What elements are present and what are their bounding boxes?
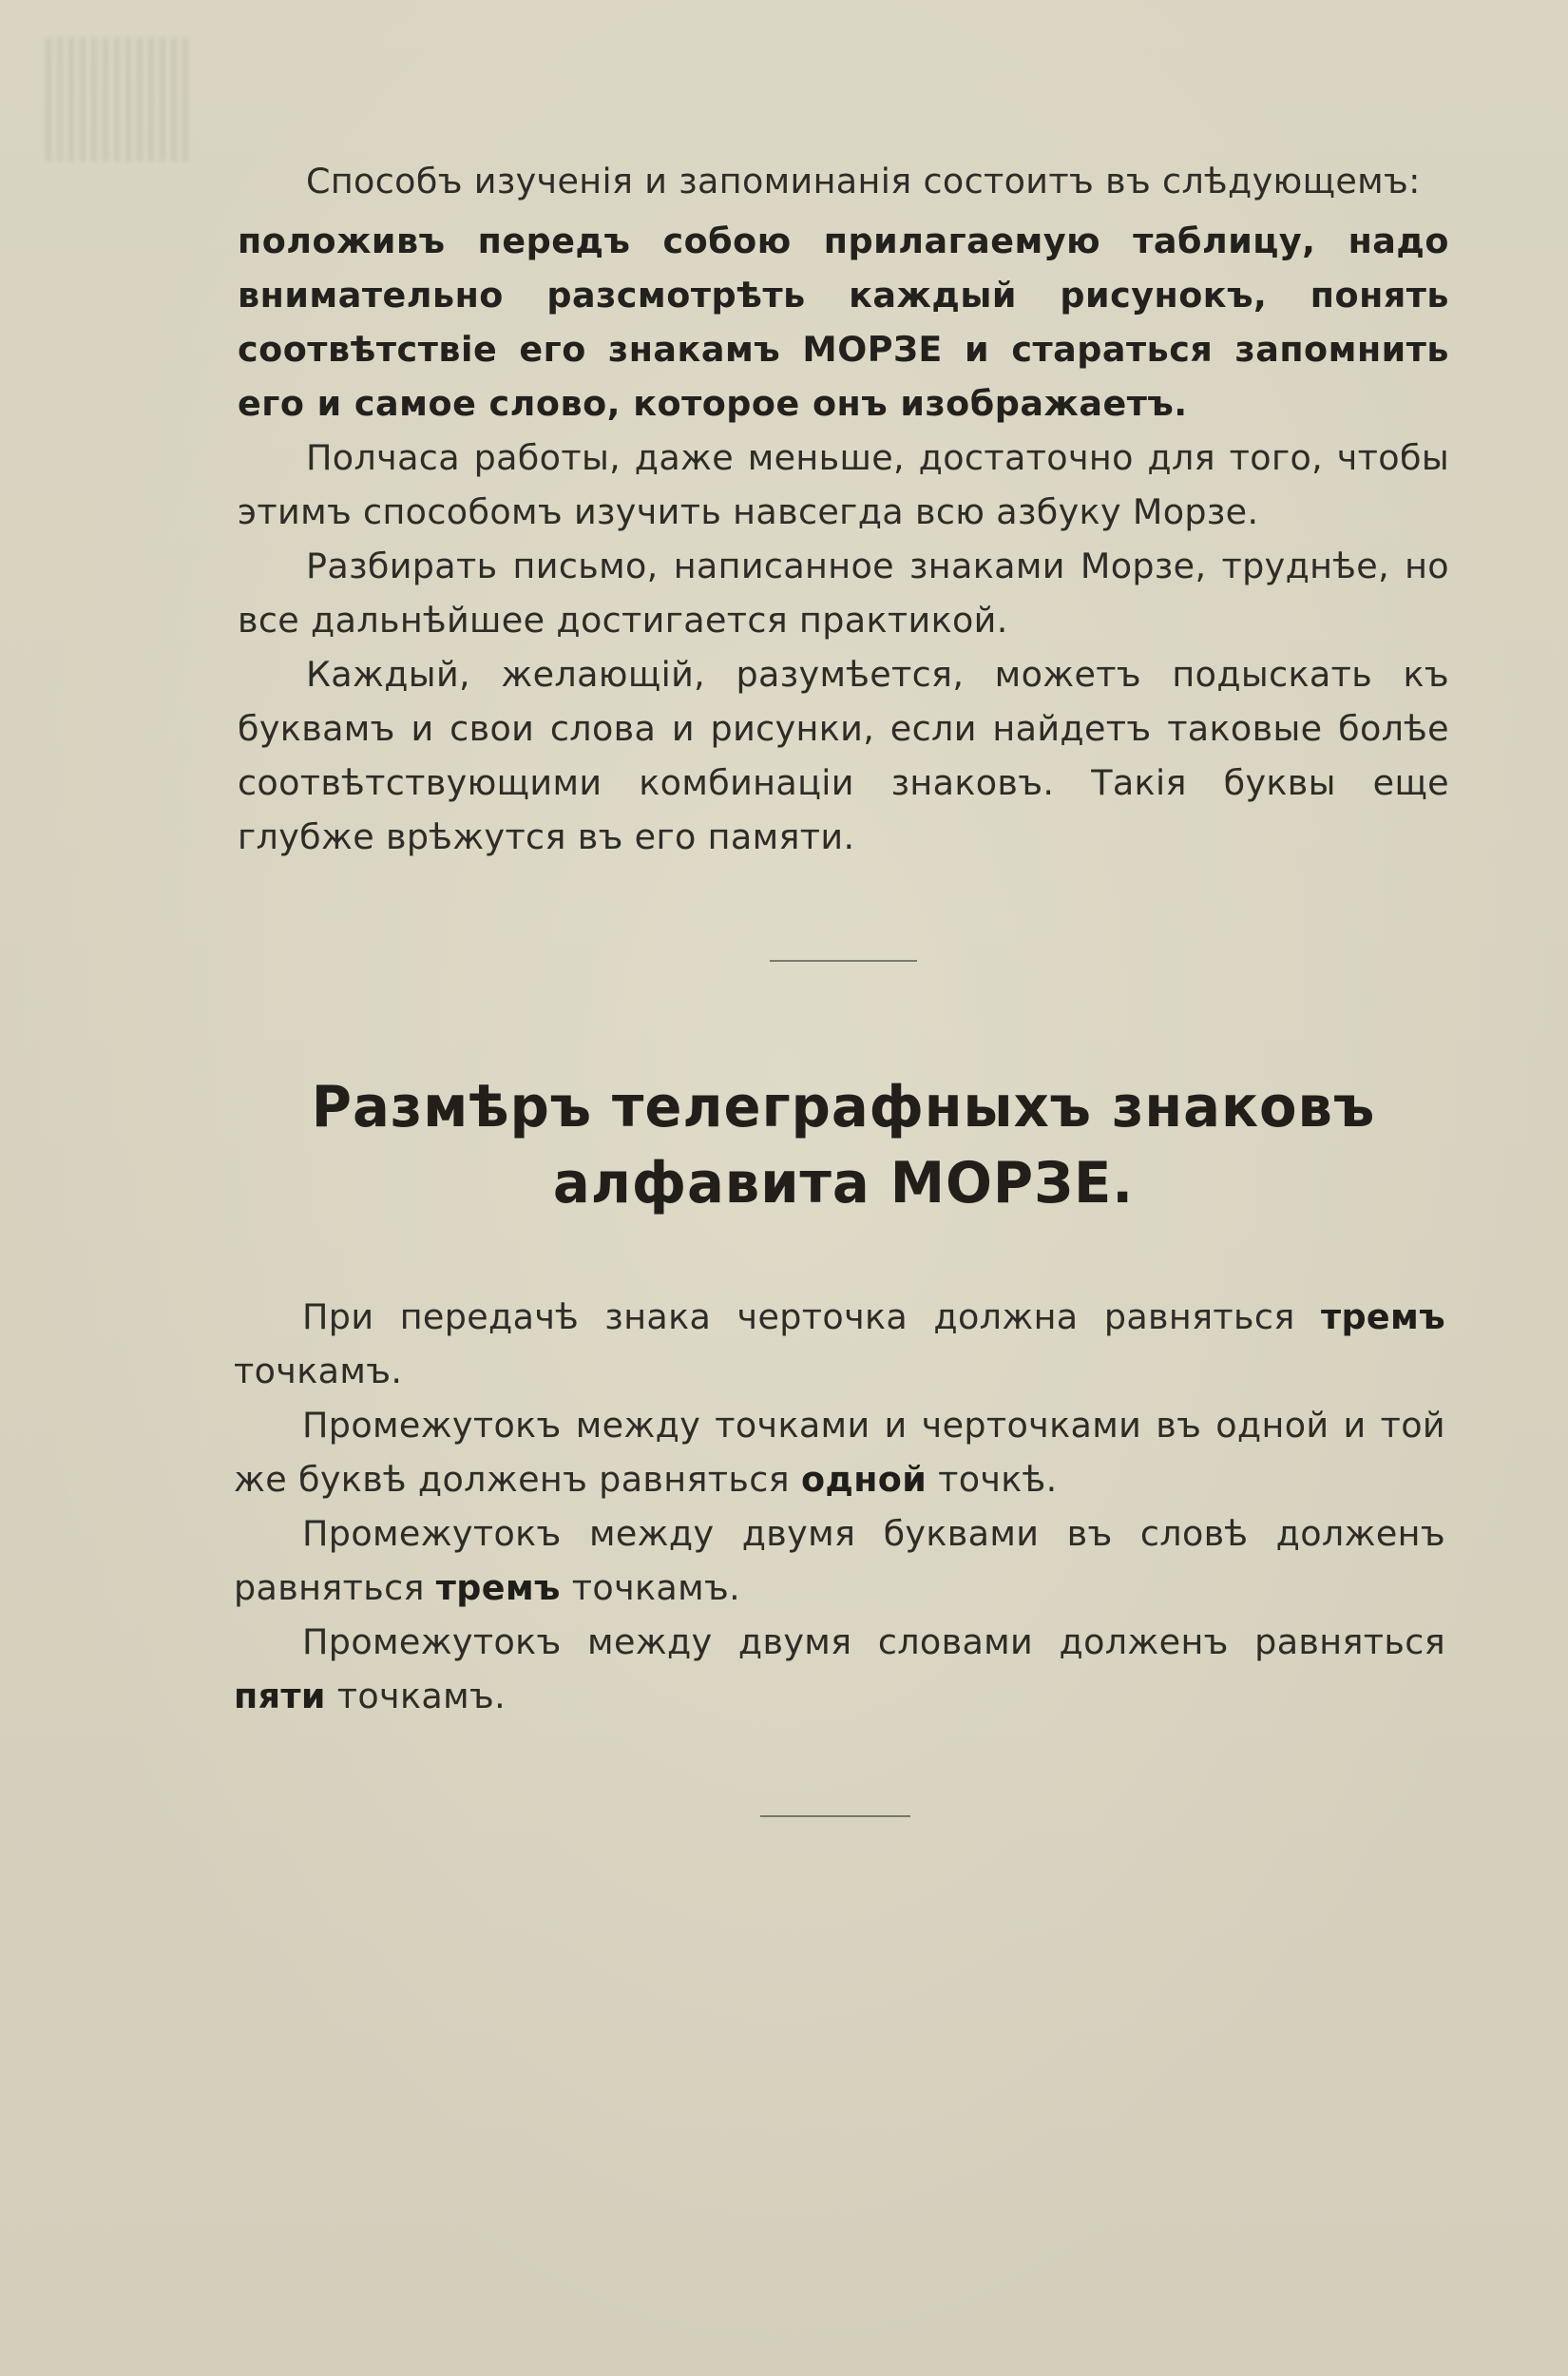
instructions-bold-paragraph: положивъ передъ собою прилагаемую таблицу, надо внимательно разсмотрѣть каждый рисунокъ, понять соотвѣтствіе его знакамъ МОРЗЕ и стараться запомнить его и самое слово, которое онъ изображаетъ.	[238, 220, 1449, 424]
word-gap-text: Промежутокъ между двумя словами долженъ равняться	[302, 1621, 1445, 1662]
dash-length-paragraph	[234, 1290, 1445, 1398]
half-hour-paragraph: Полчаса работы, даже меньше, достаточно для того, чтобы этимъ способомъ изучить навсегда всю азбуку Морзе.	[238, 437, 1449, 532]
letter-gap-text: Промежутокъ между двумя буквами въ словѣ долженъ равняться	[234, 1513, 1445, 1608]
letter-gap-paragraph	[234, 1506, 1445, 1615]
dash-length-end: точкамъ.	[234, 1351, 403, 1391]
dash-length-text: При передачѣ знака черточка должна равняться	[302, 1296, 1321, 1337]
bleed-through-mark	[46, 38, 188, 162]
section-heading: Размѣръ телеграфныхъ знаковъ алфавита МОРЗЕ.	[311, 1074, 1376, 1217]
section-divider-bottom	[760, 1815, 910, 1817]
element-gap-end: точкѣ.	[927, 1459, 1058, 1500]
reading-letters-paragraph: Разбирать письмо, написанное знаками Морзе, труднѣе, но все дальнѣйшее достигается практикой.	[238, 546, 1449, 641]
letter-gap-end: точкамъ.	[560, 1567, 741, 1608]
section-method	[238, 154, 1449, 864]
word-gap-end: точкамъ.	[325, 1676, 507, 1716]
own-words-paragraph: Каждый, желающій, разумѣется, можетъ подыскать къ буквамъ и свои слова и рисунки, если найдетъ таковые болѣе соотвѣтствующими комбинаціи знаковъ. Такія буквы еще глубже врѣжутся въ его памяти.	[238, 654, 1449, 857]
section-divider-top	[770, 960, 917, 962]
element-gap-bold: одной	[800, 1459, 927, 1500]
intro-line: Способъ изученія и запоминанія состоитъ въ слѣдующемъ:	[306, 161, 1421, 201]
dash-length-bold: тремъ	[1320, 1296, 1445, 1337]
element-gap-text: Промежутокъ между точками и черточками въ одной и той же буквѣ долженъ равняться	[234, 1405, 1445, 1500]
word-gap-paragraph	[234, 1615, 1445, 1723]
word-gap-bold: пяти	[234, 1676, 326, 1716]
element-gap-paragraph	[234, 1398, 1445, 1506]
letter-gap-bold: тремъ	[435, 1567, 561, 1608]
section-signal-size	[234, 1290, 1445, 1723]
